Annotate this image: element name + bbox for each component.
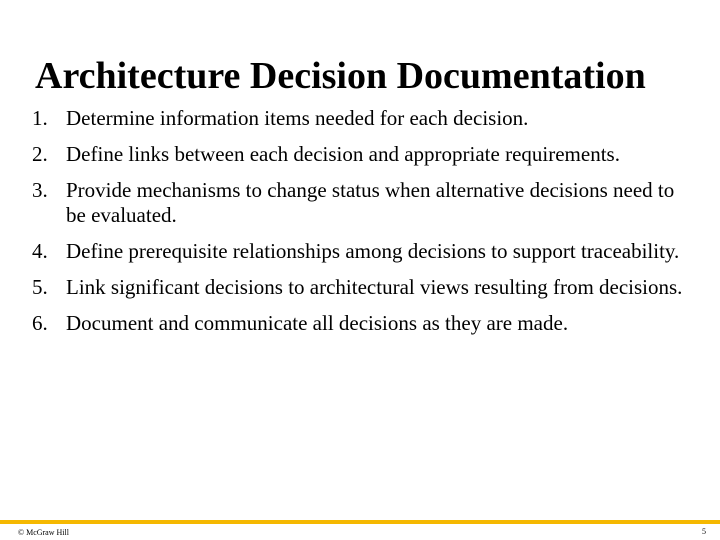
list-item [32,275,692,300]
list-item-text: Provide mechanisms to change status when alternative decisions need to be evaluated. [66,178,675,227]
footer-accent-bar [0,520,720,524]
list-item-number: 4. [32,239,48,263]
page-number: 5 [702,527,706,536]
footer-copyright: © McGraw Hill [18,528,69,537]
list-item-number: 2. [32,142,48,166]
list-item-text: Document and communicate all decisions as they are made. [66,311,569,335]
list-item [32,239,692,264]
list-item-text: Link significant decisions to architectural views resulting from decisions. [66,275,683,299]
list-item-number: 3. [32,178,48,202]
list-item [32,178,692,228]
slide-title: Architecture Decision Documentation [35,55,646,98]
list-item-text: Define prerequisite relationships among decisions to support traceability. [66,239,680,263]
list-item-number: 5. [32,275,48,299]
list-item [32,142,692,167]
list-item-text: Define links between each decision and appropriate requirements. [66,142,620,166]
list-item-number: 6. [32,311,48,335]
list-item-text: Determine information items needed for each decision. [66,106,529,130]
numbered-list [32,106,692,347]
list-item-number: 1. [32,106,48,130]
list-item [32,311,692,336]
list-item [32,106,692,131]
